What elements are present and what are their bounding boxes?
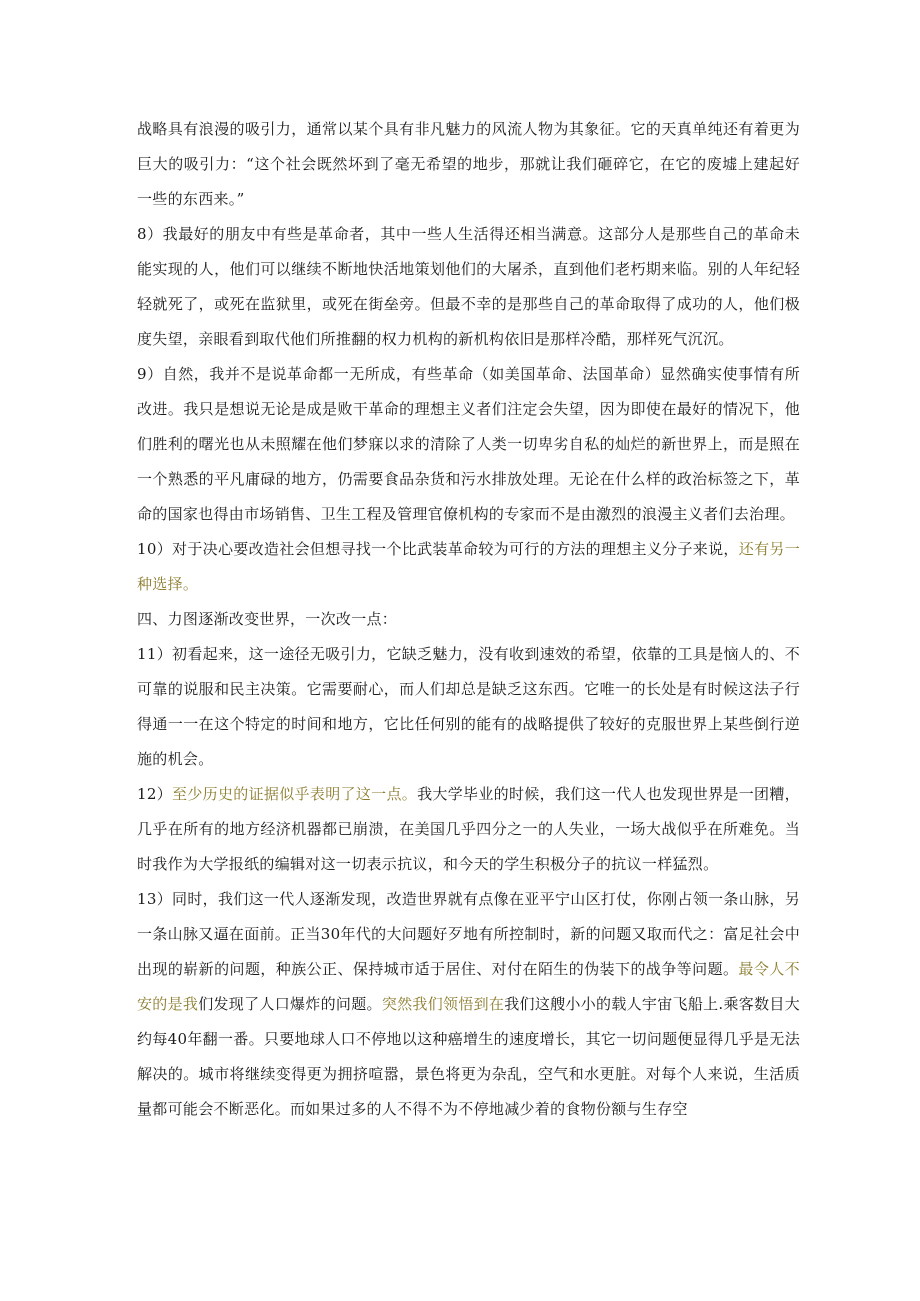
paragraph-text: 11）初看起来，这一途径无吸引力，它缺乏魅力，没有收到速效的希望，依靠的工具是恼人的、不可靠的说服和民主决策。它需要耐心，而人们却总是缺乏这东西。它唯一的长处是有时候这法子行得通一一在这个特定的时间和地方，它比任何别的能有的战略提供了较好的克服世界上某些倒行逆施的机会。 xyxy=(137,645,800,768)
paragraph-p8 xyxy=(137,217,800,357)
paragraph-text: 战略具有浪漫的吸引力，通常以某个具有非凡魅力的风流人物为其象征。它的天真单纯还有着更为巨大的吸引力：“这个社会既然坏到了毫无希望的地步，那就让我们砸碎它，在它的废墟上建起好一些的东西来。” xyxy=(137,120,800,208)
paragraph-p10 xyxy=(137,532,800,602)
paragraph-text: 13）同时，我们这一代人逐渐发现，改造世界就有点像在亚平宁山区打仗，你刚占领一条山脉，另一条山脉又逼在面前。正当30年代的大问题好歹地有所控制时，新的问题又取而代之：富足社会中出现的崭新的问题，种族公正、保持城市适于居住、对付在陌生的伪装下的战争等问题。 xyxy=(137,890,800,978)
paragraph-text: 10）对于决心要改造社会但想寻找一个比武装革命较为可行的方法的理想主义分子来说， xyxy=(137,540,739,558)
paragraph-p13 xyxy=(137,882,800,1127)
paragraph-p12 xyxy=(137,777,800,882)
document-body xyxy=(137,112,800,1127)
paragraph-text: 8）我最好的朋友中有些是革命者，其中一些人生活得还相当满意。这部分人是那些自己的革命未能实现的人，他们可以继续不断地快活地策划他们的大屠杀，直到他们老朽期来临。别的人年纪轻轻就死了，或死在监狱里，或死在街垒旁。但最不幸的是那些自己的革命取得了成功的人，他们极度失望，亲眼看到取代他们所推翻的权力机构的新机构依旧是那样冷酷，那样死气沉沉。 xyxy=(137,225,800,348)
paragraph-text: 12） xyxy=(137,785,173,803)
paragraph-text: 9）自然，我并不是说革命都一无所成，有些革命（如美国革命、法国革命）显然确实使事情有所改进。我只是想说无论是成是败干革命的理想主义者们注定会失望，因为即使在最好的情况下，他们胜利的曙光也从未照耀在他们梦寐以求的清除了人类一切卑劣自私的灿烂的新世界上，而是照在一个熟悉的平凡庸碌的地方，仍需要食品杂货和污水排放处理。无论在什么样的政治标签之下，革命的国家也得由市场销售、卫生工程及管理官僚机构的专家而不是由激烈的浪漫主义者们去治理。 xyxy=(137,365,800,523)
highlighted-text: 至少历史的证据似乎表明了这一点。 xyxy=(172,785,418,803)
paragraph-p11 xyxy=(137,637,800,777)
highlighted-text: 最令人不安的是我 xyxy=(137,960,800,1013)
paragraph-text: 四、力图逐渐改变世界，一次改一点： xyxy=(137,610,398,628)
highlighted-text: 突然我们领悟到在 xyxy=(381,995,505,1013)
paragraph-text: 我们这艘小小的载人宇宙飞船上.乘客数目大约每40年翻一番。只要地球人口不停地以这种癌增生的速度增长，其它一切问题便显得几乎是无法解决的。城市将继续变得更为拥挤喧嚣，景色将更为杂乱，空气和水更脏。对每个人来说，生活质量都可能会不断恶化。而如果过多的人不得不为不停地减少着的食物份额与生存空 xyxy=(137,995,800,1118)
paragraph-p9 xyxy=(137,357,800,532)
paragraph-text: 我大学毕业的时候，我们这一代人也发现世界是一团糟，几乎在所有的地方经济机器都已崩溃，在美国几乎四分之一的人失业，一场大战似乎在所难免。当时我作为大学报纸的编辑对这一切表示抗议，和今天的学生积极分子的抗议一样猛烈。 xyxy=(137,785,800,873)
paragraph-p-intro xyxy=(137,112,800,217)
paragraph-p-heading4 xyxy=(137,602,800,637)
paragraph-text: 们发现了人口爆炸的问题。 xyxy=(198,995,382,1013)
highlighted-text: 还有另一种选择。 xyxy=(137,540,801,593)
